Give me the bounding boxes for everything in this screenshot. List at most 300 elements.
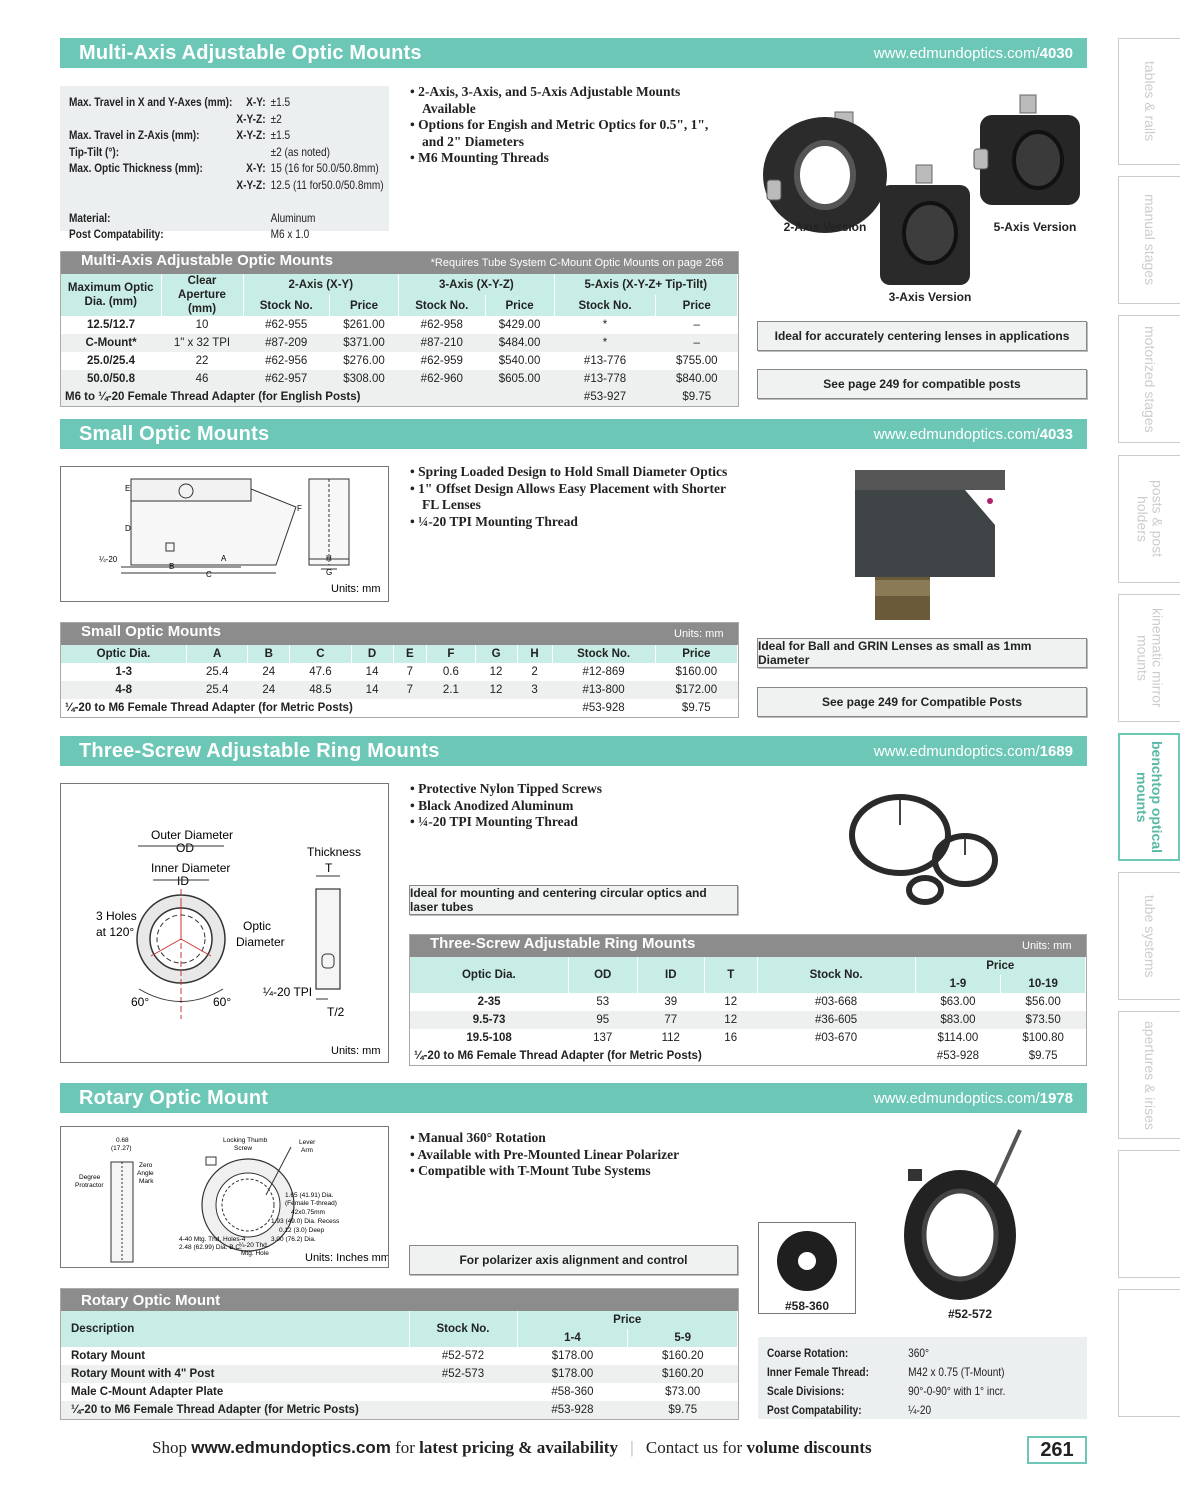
price: $9.75 xyxy=(681,702,711,714)
table-row xyxy=(61,370,738,388)
spec-row xyxy=(767,1383,1090,1402)
rotary-mount-photo xyxy=(900,1125,1040,1305)
multi-callout-posts[interactable] xyxy=(757,369,1087,399)
section-title: Small Optic Mounts xyxy=(79,422,270,445)
col-header: ID xyxy=(637,957,704,993)
dim-label: 3 Holes xyxy=(96,909,137,923)
col-header: Stock No. xyxy=(243,295,329,316)
col-header: OD xyxy=(568,957,637,993)
stock-number[interactable]: #62-955 xyxy=(265,319,308,331)
side-tab-kinematic[interactable] xyxy=(1118,594,1180,722)
side-tab-blank-1[interactable] xyxy=(1118,1150,1180,1278)
stock-number[interactable]: * xyxy=(602,337,608,349)
table-cell: 1" x 32 TPI xyxy=(173,337,231,349)
col-group-header: Price xyxy=(915,957,1085,975)
spec-row xyxy=(767,1364,1090,1383)
spec-row xyxy=(69,94,388,111)
stock-number[interactable]: * xyxy=(602,319,608,331)
spec-value: ¼-20 xyxy=(908,1403,932,1417)
col-group-header: Price xyxy=(517,1311,738,1329)
stock-number[interactable]: #53-928 xyxy=(936,1050,980,1062)
ring-mounts-photo xyxy=(840,790,1010,910)
table-cell: 3 xyxy=(531,684,538,696)
section-banner-multi-axis xyxy=(60,38,1087,68)
dim-label: Outer Diameter xyxy=(151,828,234,842)
image-caption: #58-360 xyxy=(784,1299,830,1313)
table-row xyxy=(410,1011,1086,1029)
dim-label: ¼-20 xyxy=(99,555,118,564)
table-cell: $308.00 xyxy=(343,373,385,385)
col-header: 1-4 xyxy=(517,1329,628,1347)
table-cell: $429.00 xyxy=(498,319,541,331)
table-cell: 48.5 xyxy=(309,684,332,696)
callout-text: For polarizer axis alignment and control xyxy=(459,1253,688,1267)
side-tab-blank-2[interactable] xyxy=(1118,1289,1180,1417)
spec-value: 360° xyxy=(908,1346,929,1360)
stock-number[interactable]: #87-210 xyxy=(420,337,463,349)
table-cell: 0.6 xyxy=(442,666,459,678)
side-tab-label: apertures & irises xyxy=(1142,1020,1158,1130)
table-cell: $276.00 xyxy=(343,355,385,367)
col-header: Clear Aperture (mm) xyxy=(161,274,243,316)
bullet-item: • Options for Engish and Metric Optics for 0.5", 1", and 2" Diameters xyxy=(410,117,709,149)
dim-label: 2.48 (62.99) Dia. B.C. xyxy=(179,1244,242,1251)
table-row xyxy=(61,1365,738,1383)
dim-label: (Female T-thread) xyxy=(285,1200,337,1207)
dim-label: 3.00 (76.2) Dia. xyxy=(271,1236,316,1243)
section-url[interactable] xyxy=(874,1090,1073,1107)
price: $9.75 xyxy=(682,391,712,403)
callout-text: See page 249 for compatible posts xyxy=(823,377,1021,391)
col-header: G xyxy=(475,645,517,663)
spec-value: Aluminum xyxy=(270,210,316,225)
table-row xyxy=(61,1347,738,1365)
url-prefix: www.edmundoptics.com/ xyxy=(873,1089,1040,1107)
stock-number[interactable]: #12-869 xyxy=(582,666,625,678)
table-cell: 16 xyxy=(724,1032,738,1044)
adapter-description: M6 to ¼-20 Female Thread Adapter (for English Posts) xyxy=(65,391,361,403)
rotary-mount-diagram xyxy=(60,1126,389,1268)
url-code: 4030 xyxy=(1039,44,1073,62)
table-cell: 112 xyxy=(661,1032,680,1044)
stock-number[interactable]: #87-209 xyxy=(265,337,308,349)
side-tab-apertures[interactable] xyxy=(1118,1011,1180,1139)
col-header: Price xyxy=(329,295,398,316)
multi-spec-box xyxy=(60,86,389,241)
bullet-item: • M6 Mounting Threads xyxy=(410,150,549,166)
dim-label: D xyxy=(125,524,131,533)
table-cell: $261.00 xyxy=(343,319,385,331)
dim-label: ¼-20 TPI xyxy=(263,985,313,999)
table-cell: 2.1 xyxy=(442,684,459,696)
callout-text: Ideal for mounting and centering circular optics and laser tubes xyxy=(410,886,707,914)
three-callout xyxy=(409,885,738,915)
section-banner-rotary xyxy=(60,1083,1087,1113)
stock-number[interactable]: #62-958 xyxy=(420,319,463,331)
spec-row xyxy=(69,210,388,227)
stock-number[interactable]: #03-670 xyxy=(814,1032,858,1044)
spec-value: 90°-0-90° with 1° incr. xyxy=(908,1384,1006,1398)
side-tab-label: tables & rails xyxy=(1142,61,1158,142)
url-code: 4033 xyxy=(1039,425,1073,443)
table-cell: 12 xyxy=(489,684,503,696)
spec-value: ±1.5 xyxy=(270,95,291,109)
table-cell: 53 xyxy=(596,996,610,1008)
multi-axis-table xyxy=(60,251,739,407)
table-cell: Rotary Mount xyxy=(71,1350,146,1362)
bullet-item: • Available with Pre-Mounted Linear Polarizer xyxy=(410,1146,680,1162)
spec-value: ±2 xyxy=(270,111,282,126)
col-header: Optic Dia. xyxy=(61,645,186,663)
stock-number[interactable]: #53-927 xyxy=(583,391,627,403)
dim-label: 1.93 (49.0) Dia. Recess xyxy=(271,1218,340,1225)
table-cell: $100.80 xyxy=(1022,1032,1064,1044)
table-units: Units: mm xyxy=(674,628,724,640)
col-header: 5-9 xyxy=(628,1329,738,1347)
spec-sub-label: X-Y-Z: xyxy=(236,177,266,192)
spec-row xyxy=(69,127,388,144)
col-header: Stock No. xyxy=(409,1311,517,1347)
table-cell: 24 xyxy=(262,684,276,696)
price: $9.75 xyxy=(668,1404,698,1416)
stock-number[interactable]: #52-573 xyxy=(441,1368,485,1380)
spec-sub-label: X-Y: xyxy=(246,95,266,109)
image-caption: 3-Axis Version xyxy=(888,290,972,304)
dim-label: 4-40 Mtg. Thd. Holes-4 xyxy=(179,1236,246,1243)
dim-label: Mark xyxy=(139,1178,154,1185)
table-cell: 2-35 xyxy=(477,996,501,1008)
dim-label: Arm xyxy=(301,1147,313,1154)
spec-value: 12.5 (11 for50.0/50.8mm) xyxy=(270,177,384,192)
bullet-item: • Spring Loaded Design to Hold Small Diameter Optics xyxy=(410,464,728,479)
dim-label: B xyxy=(169,562,175,571)
spec-label: Scale Divisions: xyxy=(767,1384,845,1398)
side-tab-motorized-stages[interactable] xyxy=(1118,315,1180,443)
spec-row xyxy=(69,193,388,210)
multi-bullet-list xyxy=(410,84,730,167)
table-cell: 12.5/12.7 xyxy=(87,319,135,331)
table-cell: C-Mount* xyxy=(85,337,137,349)
section-title: Rotary Optic Mount xyxy=(79,1086,269,1109)
table-row xyxy=(61,663,738,681)
table-cell: 47.6 xyxy=(309,666,332,678)
col-header: Price xyxy=(656,295,738,316)
table-cell: Rotary Mount with 4" Post xyxy=(71,1368,215,1380)
table-note: *Requires Tube System C-Mount Optic Mounts on page 266 xyxy=(430,257,724,269)
col-group-header: 2-Axis (X-Y) xyxy=(243,274,399,295)
stock-number[interactable]: #62-959 xyxy=(420,355,463,367)
col-header: T xyxy=(704,957,757,993)
dim-label: Screw xyxy=(234,1145,253,1152)
col-header: Stock No. xyxy=(554,295,656,316)
spec-label: Max. Optic Thickness (mm): xyxy=(69,161,203,175)
col-header: Price xyxy=(485,295,554,316)
table-cell: 10 xyxy=(195,319,209,331)
table-row xyxy=(61,681,738,699)
stock-number[interactable]: #58-360 xyxy=(551,1386,594,1398)
dim-label: Zero xyxy=(139,1162,153,1169)
dim-label: Mtg. Hole xyxy=(241,1250,269,1257)
spec-row xyxy=(69,160,388,177)
stock-number[interactable]: #62-956 xyxy=(265,355,308,367)
table-cell: $540.00 xyxy=(498,355,541,367)
stock-number[interactable]: #03-668 xyxy=(814,996,858,1008)
spec-label: Coarse Rotation: xyxy=(767,1346,849,1360)
spec-label: Post Compatability: xyxy=(767,1403,862,1417)
table-cell: 9.5-73 xyxy=(472,1014,506,1026)
bullet-item: • Black Anodized Aluminum xyxy=(410,797,574,813)
url-code: 1689 xyxy=(1039,742,1073,760)
table-cell: $178.00 xyxy=(551,1368,594,1380)
section-url[interactable] xyxy=(874,426,1073,443)
col-header: 10-19 xyxy=(1001,975,1086,993)
table-cell: $63.00 xyxy=(940,996,976,1008)
spec-sub-label: X-Y-Z: xyxy=(236,111,266,126)
url-prefix: www.edmundoptics.com/ xyxy=(873,44,1040,62)
table-cell: 95 xyxy=(596,1014,610,1026)
footer-text: Shop xyxy=(152,1438,187,1457)
table-cell: $840.00 xyxy=(675,373,718,385)
col-header: A xyxy=(186,645,247,663)
side-tab-label: tube systems xyxy=(1142,894,1158,978)
footer-text: Contact us for xyxy=(645,1438,743,1457)
spec-value: 15 (16 for 50.0/50.8mm) xyxy=(270,161,379,175)
url-prefix: www.edmundoptics.com/ xyxy=(873,742,1040,760)
image-caption: #52-572 xyxy=(947,1307,993,1321)
col-header: Price xyxy=(655,645,737,663)
table-cell: 2 xyxy=(531,666,538,678)
small-callout-lenses xyxy=(757,638,1087,668)
side-tab-label: kinematic mirror mounts xyxy=(1134,608,1166,708)
table-cell: 39 xyxy=(664,996,678,1008)
spec-value: ±1.5 xyxy=(270,128,291,142)
col-group-header: 3-Axis (X-Y-Z) xyxy=(399,274,555,295)
dim-label: 0.12 (3.0) Deep xyxy=(279,1227,325,1234)
image-caption: 2-Axis Version xyxy=(783,220,867,234)
footer-text: volume discounts xyxy=(746,1438,872,1457)
col-header: Stock No. xyxy=(399,295,485,316)
bullet-item: • Compatible with T-Mount Tube Systems xyxy=(410,1163,651,1179)
stock-number[interactable]: #52-572 xyxy=(441,1350,485,1362)
rotary-spec-box xyxy=(758,1337,1087,1419)
table-cell: 50.0/50.8 xyxy=(87,373,135,385)
stock-number[interactable]: #53-928 xyxy=(551,1404,594,1416)
spec-sub-label: X-Y: xyxy=(246,161,266,175)
dim-label: H xyxy=(326,554,332,563)
section-banner-small xyxy=(60,419,1087,449)
footer-url[interactable]: www.edmundoptics.com xyxy=(191,1438,391,1457)
multi-axis-product-photos xyxy=(760,85,1090,315)
col-header: F xyxy=(427,645,475,663)
side-tab-label: motorized stages xyxy=(1142,325,1158,433)
col-header: Optic Dia. xyxy=(410,957,568,993)
spec-row xyxy=(767,1345,1090,1364)
side-tab-posts[interactable] xyxy=(1118,455,1180,583)
section-url[interactable] xyxy=(874,45,1073,62)
dim-label: G xyxy=(326,568,333,577)
side-tab-manual-stages[interactable] xyxy=(1118,176,1180,304)
side-tab-label: benchtop optical mounts xyxy=(1134,741,1165,853)
table-cell: $371.00 xyxy=(343,337,385,349)
table-cell: 14 xyxy=(365,666,379,678)
image-caption: 5-Axis Version xyxy=(993,220,1077,234)
spec-row xyxy=(767,1402,1090,1421)
table-title: Multi-Axis Adjustable Optic Mounts xyxy=(81,252,333,269)
ring-mount-diagram xyxy=(60,783,389,1063)
callout-text: Ideal for Ball and GRIN Lenses as small as 1mm Diameter xyxy=(758,639,1032,667)
dim-label: at 120° xyxy=(96,925,135,939)
stock-number[interactable]: #36-605 xyxy=(814,1014,858,1026)
adapter-plate-photo xyxy=(758,1222,856,1314)
callout-text: Ideal for accurately centering lenses in applications xyxy=(774,329,1070,343)
adapter-description: ¼-20 to M6 Female Thread Adapter (for Metric Posts) xyxy=(414,1050,702,1062)
spec-label: Post Compatability: xyxy=(69,227,164,241)
spec-row xyxy=(69,177,388,194)
bullet-item: • Manual 360° Rotation xyxy=(410,1130,546,1145)
table-cell: – xyxy=(693,319,700,331)
side-tab-tube-systems[interactable] xyxy=(1118,872,1180,1000)
table-cell: Male C-Mount Adapter Plate xyxy=(71,1386,224,1398)
dim-label: Protractor xyxy=(75,1182,104,1189)
table-cell: $160.00 xyxy=(675,666,718,678)
units-label: Units: mm xyxy=(331,1045,381,1057)
spec-sub-label: X-Y-Z: xyxy=(236,128,266,142)
multi-callout-centering xyxy=(757,321,1087,351)
dim-label: Degree xyxy=(79,1174,101,1181)
dim-label: Lever xyxy=(299,1139,316,1146)
small-mount-diagram xyxy=(60,466,389,602)
spec-label: Max. Travel in X and Y-Axes (mm): xyxy=(69,95,233,109)
dim-label: 60° xyxy=(131,995,150,1009)
table-row xyxy=(61,334,738,352)
rotary-callout xyxy=(409,1245,738,1275)
stock-number[interactable]: #53-928 xyxy=(582,702,625,714)
dim-label: OD xyxy=(176,841,194,855)
dim-label: E xyxy=(125,484,131,493)
col-header: H xyxy=(517,645,552,663)
spec-label: Tip-Tilt (°): xyxy=(69,144,120,159)
footer-line xyxy=(152,1438,872,1462)
spec-label: Inner Female Thread: xyxy=(767,1365,869,1379)
price: $9.75 xyxy=(1028,1050,1058,1062)
rotary-table xyxy=(60,1288,739,1420)
bullet-item: • ¼-20 TPI Mounting Thread xyxy=(410,513,578,529)
dim-label: F xyxy=(297,504,302,513)
table-cell: 25.4 xyxy=(205,666,229,678)
section-url[interactable] xyxy=(874,743,1073,760)
dim-label: T xyxy=(325,861,333,875)
stock-number[interactable]: #62-960 xyxy=(420,373,463,385)
small-mount-table xyxy=(60,622,739,718)
spec-value: M6 x 1.0 xyxy=(270,227,310,241)
spec-row xyxy=(69,111,388,128)
three-bullet-list xyxy=(410,781,730,831)
url-prefix: www.edmundoptics.com/ xyxy=(873,425,1040,443)
side-tab-label: manual stages xyxy=(1142,194,1158,286)
col-header: Stock No. xyxy=(552,645,655,663)
table-cell: 1-3 xyxy=(115,666,133,678)
dim-label: C xyxy=(206,570,212,579)
table-cell: 12 xyxy=(724,996,738,1008)
small-callout-posts[interactable] xyxy=(757,687,1087,717)
dim-label: ID xyxy=(177,874,189,888)
small-mount-photo xyxy=(845,465,1025,620)
dim-label: 42x0.75mm xyxy=(291,1209,325,1216)
callout-text: See page 249 for Compatible Posts xyxy=(821,695,1023,709)
footer-divider: | xyxy=(630,1438,634,1457)
col-header: 1-9 xyxy=(915,975,1001,993)
table-title: Rotary Optic Mount xyxy=(81,1291,221,1309)
table-cell: 25.4 xyxy=(205,684,229,696)
table-row xyxy=(410,1029,1086,1047)
dim-label: 0.68 xyxy=(116,1137,129,1144)
three-screw-table xyxy=(409,934,1087,1066)
col-header: B xyxy=(248,645,290,663)
col-header: Description xyxy=(61,1311,409,1347)
section-banner-three-screw xyxy=(60,736,1087,766)
table-title: Small Optic Mounts xyxy=(81,623,222,640)
col-header: Maximum Optic Dia. (mm) xyxy=(61,274,161,316)
spec-label: Max. Travel in Z-Axis (mm): xyxy=(69,128,200,142)
dim-label: Inner Diameter xyxy=(151,861,231,875)
table-cell: 12 xyxy=(724,1014,738,1026)
spec-label: Material: xyxy=(69,210,111,225)
side-tab-tables-rails[interactable] xyxy=(1118,38,1180,165)
table-cell: $605.00 xyxy=(498,373,541,385)
table-cell: 77 xyxy=(664,1014,678,1026)
price: $73.00 xyxy=(665,1386,701,1398)
spec-value: M42 x 0.75 (T-Mount) xyxy=(908,1365,1005,1379)
table-row xyxy=(61,1383,738,1401)
dim-label: ¼-20 Thd. xyxy=(239,1242,269,1249)
bullet-item: • ¼-20 TPI Mounting Thread xyxy=(410,814,578,830)
dim-label: Angle xyxy=(137,1170,154,1177)
stock-number[interactable]: #13-776 xyxy=(583,355,627,367)
url-code: 1978 xyxy=(1039,1089,1073,1107)
bullet-item: • 1" Offset Design Allows Easy Placement with Shorter FL Lenses xyxy=(410,480,726,513)
units-label: Units: Inches mm xyxy=(305,1252,388,1264)
stock-number[interactable]: #62-957 xyxy=(265,373,308,385)
table-cell: $178.00 xyxy=(551,1350,594,1362)
table-cell: $484.00 xyxy=(498,337,541,349)
bullet-item: • Protective Nylon Tipped Screws xyxy=(410,781,602,796)
table-cell: 14 xyxy=(365,684,379,696)
table-cell: $160.20 xyxy=(661,1350,704,1362)
table-cell: $755.00 xyxy=(675,355,718,367)
stock-number[interactable]: #13-800 xyxy=(582,684,625,696)
table-cell: 22 xyxy=(195,355,209,367)
table-cell: $56.00 xyxy=(1025,996,1061,1008)
col-header: E xyxy=(393,645,427,663)
col-group-header: 5-Axis (X-Y-Z+ Tip-Tilt) xyxy=(554,274,737,295)
spec-value: ±2 (as noted) xyxy=(270,144,330,159)
table-row xyxy=(410,993,1086,1011)
dim-label: Thickness xyxy=(307,845,362,859)
rotary-bullet-list xyxy=(410,1130,740,1180)
table-cell: 19.5-108 xyxy=(466,1032,512,1044)
table-cell: – xyxy=(693,337,700,349)
col-header: C xyxy=(290,645,351,663)
table-cell: $114.00 xyxy=(937,1032,979,1044)
side-tab-benchtop[interactable] xyxy=(1118,733,1180,861)
page-number: 261 xyxy=(1027,1436,1087,1464)
table-units: Units: mm xyxy=(1022,940,1072,952)
table-cell: $83.00 xyxy=(940,1014,976,1026)
table-cell: $172.00 xyxy=(675,684,718,696)
stock-number[interactable]: #13-778 xyxy=(583,373,627,385)
table-cell: 137 xyxy=(593,1032,613,1044)
table-cell: 12 xyxy=(489,666,503,678)
